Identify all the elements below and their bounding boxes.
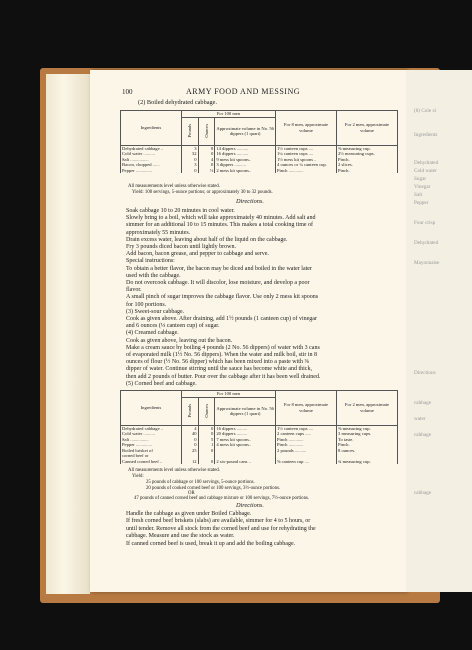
table-cell-ing: Boiled brisket of	[121, 448, 182, 454]
table-cell-lb: 0	[182, 437, 199, 443]
text-line: Make a cream sauce by boiling 4 pounds (2 No. 56 dippers) of water with 3 cans	[126, 344, 320, 351]
table-cell-m2: Pinch.	[337, 442, 398, 448]
text-line: ounces of flour (½ No. 56 dipper) which has been mixed into a paste with ⅜	[126, 359, 309, 366]
table-cell-m2: 3 measuring cups.	[337, 431, 398, 437]
table-cell-ing: Cold water ..........	[121, 151, 182, 157]
table-cell-lb: 40	[182, 431, 199, 437]
table-cell-oz: 5	[198, 437, 215, 443]
table-cell-oz: 1	[198, 442, 215, 448]
table-cell-vol: 14 dippers ..........	[215, 145, 276, 151]
table-cell-m8: 2 canteen cups .....	[276, 431, 337, 437]
text-line: A small pinch of sugar improves the cabbage flavor. Use only 2 mess kit spoons	[126, 294, 319, 301]
table-cell-vol: 20 dippers .........	[215, 431, 276, 437]
table-cell-oz: 4	[198, 157, 215, 163]
table-cell-vol: 9 mess kit spoons..	[215, 157, 276, 163]
table2-note: 47 pounds of canned corned beef and cabbage mixture or 100 servings, 7½-ounce portions.	[134, 496, 310, 501]
table-row	[121, 459, 398, 465]
table2-note: OR	[188, 491, 195, 496]
table2-note: All measurements level unless otherwise stated.	[128, 468, 220, 473]
section-title: (2) Boiled dehydrated cabbage.	[138, 99, 218, 106]
text-line: (3) Sweet-sour cabbage.	[126, 308, 185, 315]
col-ounces: Ounces	[203, 124, 209, 138]
table-cell-m8: Pinch .............	[276, 437, 337, 443]
text-line: Slowly bring to a boil, which will take approximately 40 minutes. Add salt and	[126, 215, 316, 222]
table-cell-ing: Salt ................	[121, 437, 182, 443]
facing-page-text: Mayonnaise	[414, 260, 440, 266]
facing-page-text: (8) Cole sl	[414, 108, 436, 114]
facing-page-text: Pepper	[414, 200, 429, 206]
table-cell-ing: Cold water ..........	[121, 431, 182, 437]
table-cell-lb: 3	[182, 145, 199, 151]
facing-page-text: Dehydrated	[414, 240, 439, 246]
col-approx-volume: Approximate volume in No. 56 dippers (1 quart)	[215, 117, 276, 145]
text-line: Cook as given above. After draining, add 1½ pounds (1 canteen cup) of vinegar	[126, 316, 317, 322]
table2-note: 25 pounds of cabbage or 100 servings, 5-ounce portions.	[146, 480, 255, 485]
text-line: flavor.	[126, 287, 142, 294]
running-head: ARMY FOOD AND MESSING	[186, 87, 300, 96]
col-for-100-men: For 100 men	[182, 111, 276, 118]
table-cell-vol: 4 mess kit spoons..	[215, 442, 276, 448]
table-cell-lb: 3	[182, 162, 199, 168]
table-cell-lb: 32	[182, 151, 199, 157]
col-pounds: Pounds	[187, 124, 193, 138]
table-cell-m8: 4 ounces or ¼ canteen cup.	[276, 162, 337, 168]
table-cell-m2: ⅜ measuring cup.	[337, 425, 398, 431]
table-cell-ing: corned beef or	[121, 453, 182, 459]
facing-page-text: Ingredients	[414, 132, 438, 138]
text-line: If canned corned beef is used, break it up and add the boiling cabbage.	[126, 540, 296, 547]
text-line: simmer for an additional 10 to 15 minutes. This makes a total cooking time of	[126, 222, 314, 229]
table-cell-m8: 1½ mess kit spoons ..	[276, 157, 337, 163]
facing-page-text: water	[414, 416, 426, 422]
facing-page-text: cabbage	[414, 432, 431, 438]
text-line: Drain excess water, leaving about half of the liquid on the cabbage.	[126, 236, 288, 243]
table2-note: Yield:	[132, 474, 144, 479]
text-line: dipper of water. Continue stirring until the sauce has become white and thick,	[126, 366, 312, 373]
table-cell-lb: 0	[182, 168, 199, 174]
table-row	[121, 168, 398, 174]
table-cell-vol: 3 dippers ..........	[215, 162, 276, 168]
table-cell-vol: 2 mess kit spoons..	[215, 168, 276, 174]
text-line: for 100 portions.	[126, 301, 167, 308]
table-cell-oz: 0	[198, 431, 215, 437]
text-line: (4) Creamed cabbage.	[126, 330, 179, 337]
col-for-2-men: For 2 men, approximate volume	[337, 111, 398, 146]
col-ounces: Ounces	[203, 404, 209, 418]
table-cell-oz: 8	[198, 145, 215, 151]
table-cell-ing: Pepper ..............	[121, 442, 182, 448]
page-edges	[46, 74, 90, 594]
directions-heading-2: Directions.	[236, 502, 264, 509]
text-line: cabbage. Measure and use the stock as water.	[126, 533, 235, 540]
facing-page	[406, 70, 472, 592]
book-page	[90, 70, 406, 592]
col-for-100-men: For 100 men	[182, 391, 276, 398]
table2-note: 20 pounds of cooked corned beef or 100 servings, 3½-ounce portions.	[146, 486, 281, 491]
table-cell-m2: To taste.	[337, 437, 398, 443]
ingredients-table-2	[120, 390, 398, 464]
table-cell-m8: 2 pounds ..........	[276, 448, 337, 454]
facing-page-text: cabbage	[414, 490, 431, 496]
facing-page-text: Cold water	[414, 168, 437, 174]
ingredients-table-1	[120, 110, 398, 173]
table-cell-vol: 16 dippers ..........	[215, 151, 276, 157]
table-cell-ing: Pepper ..............	[121, 168, 182, 174]
table-cell-lb: 4	[182, 425, 199, 431]
text-line: Fry 3 pounds diced bacon until lightly brown.	[126, 244, 236, 250]
page-number: 100	[122, 88, 133, 96]
text-line: Special instructions:	[126, 258, 175, 265]
table-cell-lb: 25	[182, 448, 199, 454]
facing-page-text: Salt	[414, 192, 423, 198]
table-cell-oz: 0	[198, 151, 215, 157]
text-line: approximately 55 minutes.	[126, 229, 191, 236]
table-cell-ing: Canned corned beef ..	[121, 459, 182, 465]
facing-page-text: Sugar	[414, 176, 427, 182]
table-cell-oz: 0	[198, 459, 215, 465]
text-line: used with the cabbage.	[126, 272, 181, 279]
table1-note-2: Yield: 100 servings, 5-ounce portions; or approximately 30 to 32 pounds.	[132, 190, 273, 195]
table-cell-m8: Pinch .............	[276, 168, 337, 174]
facing-page-text: Directions	[414, 370, 436, 376]
text-line: Cook as given above, leaving out the bacon.	[126, 337, 233, 344]
text-line: (5) Corned beef and cabbage.	[126, 380, 197, 387]
table-cell-m8: 1½ canteen cups ....	[276, 425, 337, 431]
table1-note-1: All measurements level unless otherwise stated.	[128, 184, 220, 189]
table-cell-ing: Dehydrated cabbage ..	[121, 425, 182, 431]
facing-page-text: Four crisp	[414, 220, 436, 226]
table-cell-m8: 1¼ canteen cups ....	[276, 151, 337, 157]
facing-page-text: cabbage	[414, 400, 431, 406]
text-line: Soak cabbage 10 to 20 minutes in cool water.	[126, 208, 235, 214]
col-pounds: Pounds	[187, 404, 193, 418]
table-cell-vol: 2 six-pound cans ..	[215, 459, 276, 465]
text-line: Handle the cabbage as given under Boiled Cabbage.	[126, 511, 252, 517]
facing-page-text: Vinegar	[414, 184, 431, 190]
table-cell-lb: 0	[182, 442, 199, 448]
table-cell-vol: 16 dippers .........	[215, 425, 276, 431]
facing-page-text: Dehydrated	[414, 160, 439, 166]
table-cell-lb: 12	[182, 459, 199, 465]
table-cell-m2: ⅜ measuring cup.	[337, 145, 398, 151]
text-line: To obtain a better flavor, the bacon may be diced and boiled in the water later	[126, 265, 312, 272]
text-line: Add bacon, bacon grease, and pepper to cabbage and serve.	[126, 251, 269, 258]
table-cell-m2: Pinch.	[337, 168, 398, 174]
table-cell-oz: ½	[198, 168, 215, 174]
col-for-8-men: For 8 men, approximate volume	[276, 391, 337, 426]
table-cell-m2: 2½ measuring cups.	[337, 151, 398, 157]
col-ingredients: Ingredients	[121, 391, 182, 426]
text-line: then add 2 pounds of butter. Pour over the cabbage after it has been well drained.	[126, 373, 321, 380]
table-cell-oz: 0	[198, 162, 215, 168]
table-cell-ing: Dehydrated cabbage ..	[121, 145, 182, 151]
table-cell-m2: 2 slices.	[337, 162, 398, 168]
table-cell-m8: ⅝ canteen cup ....	[276, 459, 337, 465]
table-cell-vol: 7 mess kit spoons..	[215, 437, 276, 443]
table-cell-m8: Pinch .............	[276, 442, 337, 448]
text-line: Do not overcook cabbage. It will discolor, lose moisture, and develop a poor	[126, 280, 310, 286]
col-approx-volume: Approximate volume in No. 56 dippers (1 quart)	[215, 397, 276, 425]
table-cell-ing: Salt ................	[121, 157, 182, 163]
text-line: of evaporated milk (1½ No. 56 dippers). When the water and milk boil, stir in 8	[126, 352, 318, 358]
text-line: until tender. Remove all stock from the corned beef and use for rehydrating the	[126, 525, 316, 532]
table-cell-m2: ¾ measuring cup.	[337, 459, 398, 465]
table-cell-lb: 0	[182, 157, 199, 163]
text-line: If fresh corned beef briskets (slabs) are available, simmer for 4 to 5 hours, or	[126, 518, 311, 525]
directions-heading: Directions.	[236, 198, 264, 205]
table-cell-oz: 0	[198, 425, 215, 431]
col-for-2-men: For 2 men, approximate volume	[337, 391, 398, 426]
table-cell-oz: 0	[198, 448, 215, 454]
table-cell-m2: Pinch.	[337, 157, 398, 163]
text-line: and 6 ounces (⅓ canteen cup) of sugar.	[126, 323, 220, 330]
table-cell-m8: 1½ canteen cups ....	[276, 145, 337, 151]
col-for-8-men: For 8 men, approximate volume	[276, 111, 337, 146]
table-cell-ing: Bacon, chopped ......	[121, 162, 182, 168]
col-ingredients: Ingredients	[121, 111, 182, 146]
table-cell-m2: 8 ounces.	[337, 448, 398, 454]
